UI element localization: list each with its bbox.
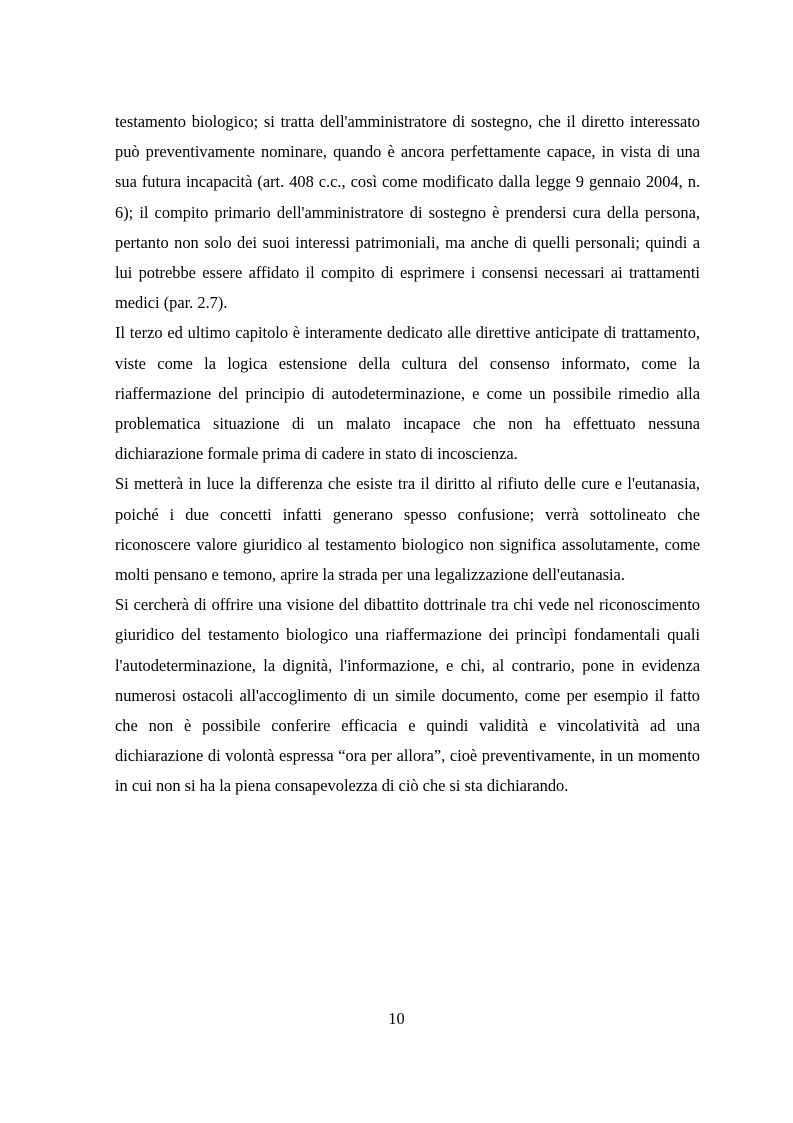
paragraph-3: Si metterà in luce la differenza che esiste tra il diritto al rifiuto delle cure e l'eutanasia, poiché i due concetti infatti generano spesso confusione; verrà sottolineato che riconoscere valore giuridico al testamento biologico non significa assolutamente, come molti pensano e temono, aprire la strada per una legalizzazione dell'eutanasia. (115, 474, 700, 585)
paragraph-4: Si cercherà di offrire una visione del dibattito dottrinale tra chi vede nel riconoscimento giuridico del testamento biologico una riaffermazione dei princìpi fondamentali quali l'autodeterminazione, la dignità, l'informazione, e chi, al contrario, pone in evidenza numerosi ostacoli all'accoglimento di un simile documento, come per esempio il fatto che non è possibile conferire efficacia e quindi validità e vincolatività ad una dichiarazione di volontà espressa “ora per allora”, cioè preventivamente, in un momento in cui non si ha la piena consapevolezza di ciò che si sta dichiarando. (115, 595, 700, 796)
paragraph-1: testamento biologico; si tratta dell'amministratore di sostegno, che il diretto interessato può preventivamente nominare, quando è ancora perfettamente capace, in vista di una sua futura incapacità (art. 408 c.c., così come modificato dalla legge 9 gennaio 2004, n. 6); il compito primario dell'amministratore di sostegno è prendersi cura della persona, pertanto non solo dei suoi interessi patrimoniali, ma anche di quelli personali; quindi a lui potrebbe essere affidato il compito di esprimere i consensi necessari ai trattamenti medici (par. 2.7). (115, 112, 700, 313)
page-number: 10 (388, 1009, 405, 1028)
paragraph-2: Il terzo ed ultimo capitolo è interamente dedicato alle direttive anticipate di trattamento, viste come la logica estensione della cultura del consenso informato, come la riaffermazione del principio di autodeterminazione, e come un possibile rimedio alla problematica situazione di un malato incapace che non ha effettuato nessuna dichiarazione formale prima di cadere in stato di incoscienza. (115, 323, 700, 464)
body-text (115, 107, 700, 802)
